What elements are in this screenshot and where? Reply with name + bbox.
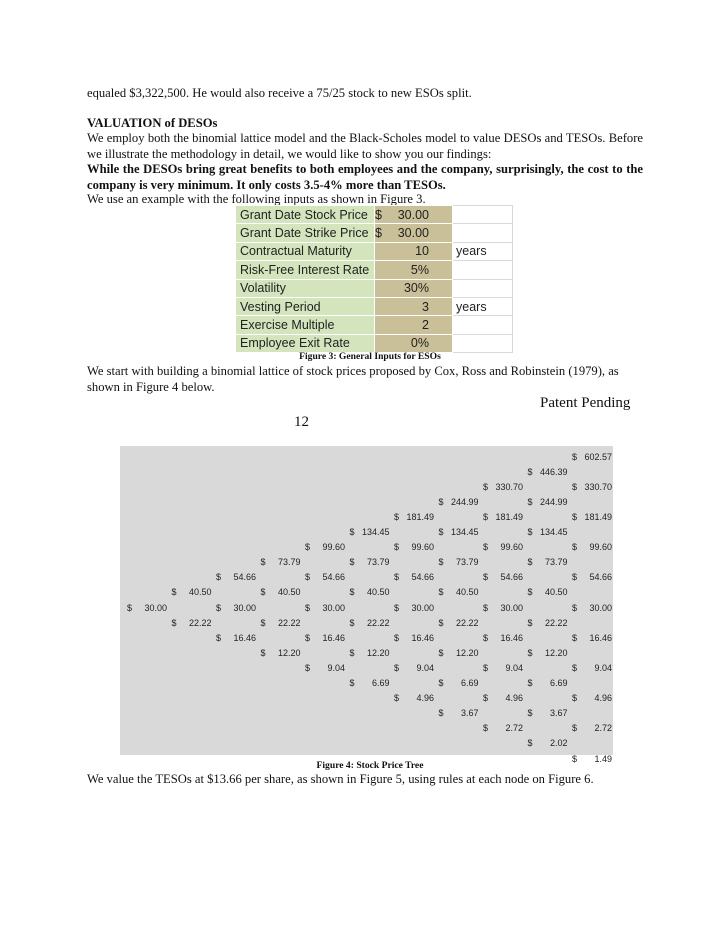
tree-node: $ 40.50 — [260, 587, 301, 598]
tree-node: $ 73.79 — [349, 557, 390, 568]
tree-node: $ 40.50 — [349, 587, 390, 598]
tree-node: $ 4.96 — [483, 693, 523, 704]
tree-node: $ 16.46 — [572, 632, 612, 643]
input-unit: years — [453, 297, 513, 315]
tree-node: $ 602.57 — [572, 451, 612, 462]
input-label: Employee Exit Rate — [236, 334, 375, 352]
input-unit: years — [453, 242, 513, 260]
tree-node: $ 9.04 — [572, 662, 612, 673]
input-label: Grant Date Stock Price — [236, 206, 375, 224]
tree-node: $ 16.46 — [305, 632, 345, 643]
text-line-top: equaled $3,322,500. He would also receive a 75/25 stock to new ESOs split. — [87, 86, 472, 100]
tree-node: $ 4.96 — [394, 693, 434, 704]
tree-node: $ 4.96 — [572, 693, 612, 704]
tree-node: $ 73.79 — [438, 557, 479, 568]
input-value: $ 30.00 — [375, 206, 453, 224]
tree-node: $ 244.99 — [438, 496, 479, 507]
tree-node: $ 73.79 — [527, 557, 568, 568]
input-unit — [453, 279, 513, 297]
input-label: Vesting Period — [236, 297, 375, 315]
tree-node: $ 12.20 — [349, 647, 390, 658]
tree-node: $ 30.00 — [394, 602, 434, 613]
tree-node: $ 3.67 — [438, 708, 479, 719]
tree-node: $ 181.49 — [394, 511, 434, 522]
paragraph-lattice: We start with building a binomial lattice of stock prices proposed by Cox, Ross and Robinstein (1979), as shown in Figure 4 below. — [87, 364, 619, 394]
input-value: 0% — [375, 334, 453, 352]
tree-node: $ 99.60 — [305, 542, 345, 553]
input-value: 30% — [375, 279, 453, 297]
tree-node: $ 30.00 — [305, 602, 345, 613]
tree-node: $ 54.66 — [305, 572, 345, 583]
input-unit — [453, 206, 513, 224]
section-heading: VALUATION of DESOs — [87, 116, 218, 130]
tree-node: $ 1.49 — [572, 753, 612, 764]
input-value: 5% — [375, 261, 453, 279]
tree-node: $ 99.60 — [483, 542, 523, 553]
input-row — [236, 279, 513, 297]
tree-node: $ 16.46 — [483, 632, 523, 643]
input-row — [236, 242, 513, 260]
tree-node: $ 40.50 — [527, 587, 568, 598]
tree-node: $ 9.04 — [483, 662, 523, 673]
tree-node: $ 6.69 — [349, 678, 390, 688]
tree-node: $ 12.20 — [260, 647, 301, 658]
paragraph-methods: We employ both the binomial lattice model and the Black-Scholes model to value DESOs and TESOs. Before we illustrate the methodology in detail, we would like to show you our findings: — [87, 131, 643, 161]
tree-node: $ 9.04 — [394, 662, 434, 673]
tree-node: $ 22.22 — [438, 617, 479, 628]
tree-node: $ 22.22 — [527, 617, 568, 628]
input-value: 2 — [375, 316, 453, 334]
input-unit — [453, 316, 513, 334]
tree-node: $ 3.67 — [527, 708, 568, 719]
paragraph-tesos: We value the TESOs at $13.66 per share, as shown in Figure 5, using rules at each node on Figure 6. — [87, 772, 594, 786]
tree-node: $ 2.72 — [572, 723, 612, 734]
tree-node: $ 12.20 — [527, 647, 568, 658]
tree-node: $ 134.45 — [527, 527, 568, 537]
tree-node: $ 2.72 — [483, 723, 523, 734]
paragraph-example: We use an example with the following inputs as shown in Figure 3. — [87, 192, 426, 206]
input-unit — [453, 224, 513, 242]
tree-node: $ 12.20 — [438, 647, 479, 658]
tree-node: $ 54.66 — [216, 572, 256, 583]
tree-node: $ 99.60 — [572, 542, 612, 553]
tree-node: $ 22.22 — [260, 617, 301, 628]
input-row — [236, 224, 513, 242]
tree-node: $ 330.70 — [483, 481, 523, 492]
input-label: Risk-Free Interest Rate — [236, 261, 375, 279]
input-row — [236, 334, 513, 352]
tree-node: $ 73.79 — [260, 557, 301, 568]
tree-node: $ 16.46 — [394, 632, 434, 643]
page-number: 12 — [294, 414, 309, 430]
tree-node: $ 22.22 — [171, 617, 212, 628]
tree-node: $ 54.66 — [572, 572, 612, 583]
input-row — [236, 206, 513, 224]
tree-node: $ 40.50 — [171, 587, 212, 598]
tree-node: $ 181.49 — [483, 511, 523, 522]
tree-node: $ 54.66 — [394, 572, 434, 583]
tree-node: $ 99.60 — [394, 542, 434, 553]
stock-price-tree — [120, 446, 613, 764]
tree-node: $ 22.22 — [349, 617, 390, 628]
tree-node: $ 6.69 — [527, 678, 568, 688]
tree-node: $ 40.50 — [438, 587, 479, 598]
input-label: Volatility — [236, 279, 375, 297]
input-value: $ 30.00 — [375, 224, 453, 242]
tree-node: $ 244.99 — [527, 496, 568, 507]
figure-3-caption: Figure 3: General Inputs for ESOs — [299, 351, 441, 362]
tree-node: $ 9.04 — [305, 662, 345, 673]
tree-node: $ 6.69 — [438, 678, 479, 688]
paragraph-findings: While the DESOs bring great benefits to both employees and the company, surprisingly, the cost to the company is very minimum. It only costs 3.5-4% more than TESOs. — [87, 162, 643, 192]
tree-node: $ 446.39 — [527, 466, 568, 477]
tree-node: $ 30.00 — [127, 602, 167, 613]
tree-node: $ 30.00 — [483, 602, 523, 613]
figure-4-caption: Figure 4: Stock Price Tree — [316, 760, 424, 771]
tree-node: $ 181.49 — [572, 511, 612, 522]
input-value: 3 — [375, 297, 453, 315]
inputs-table — [235, 205, 513, 353]
tree-node: $ 16.46 — [216, 632, 256, 643]
input-label: Exercise Multiple — [236, 316, 375, 334]
input-value: 10 — [375, 242, 453, 260]
tree-node: $ 54.66 — [483, 572, 523, 583]
input-label: Grant Date Strike Price — [236, 224, 375, 242]
input-row — [236, 261, 513, 279]
input-unit — [453, 261, 513, 279]
tree-node: $ 2.02 — [527, 738, 568, 749]
tree-node: $ 30.00 — [572, 602, 612, 613]
input-row — [236, 297, 513, 315]
tree-node: $ 30.00 — [216, 602, 256, 613]
tree-node: $ 330.70 — [572, 481, 612, 492]
patent-pending-label: Patent Pending — [540, 395, 631, 411]
tree-node: $ 134.45 — [438, 527, 479, 537]
input-label: Contractual Maturity — [236, 242, 375, 260]
input-unit — [453, 334, 513, 352]
tree-node: $ 134.45 — [349, 527, 390, 537]
input-row — [236, 316, 513, 334]
